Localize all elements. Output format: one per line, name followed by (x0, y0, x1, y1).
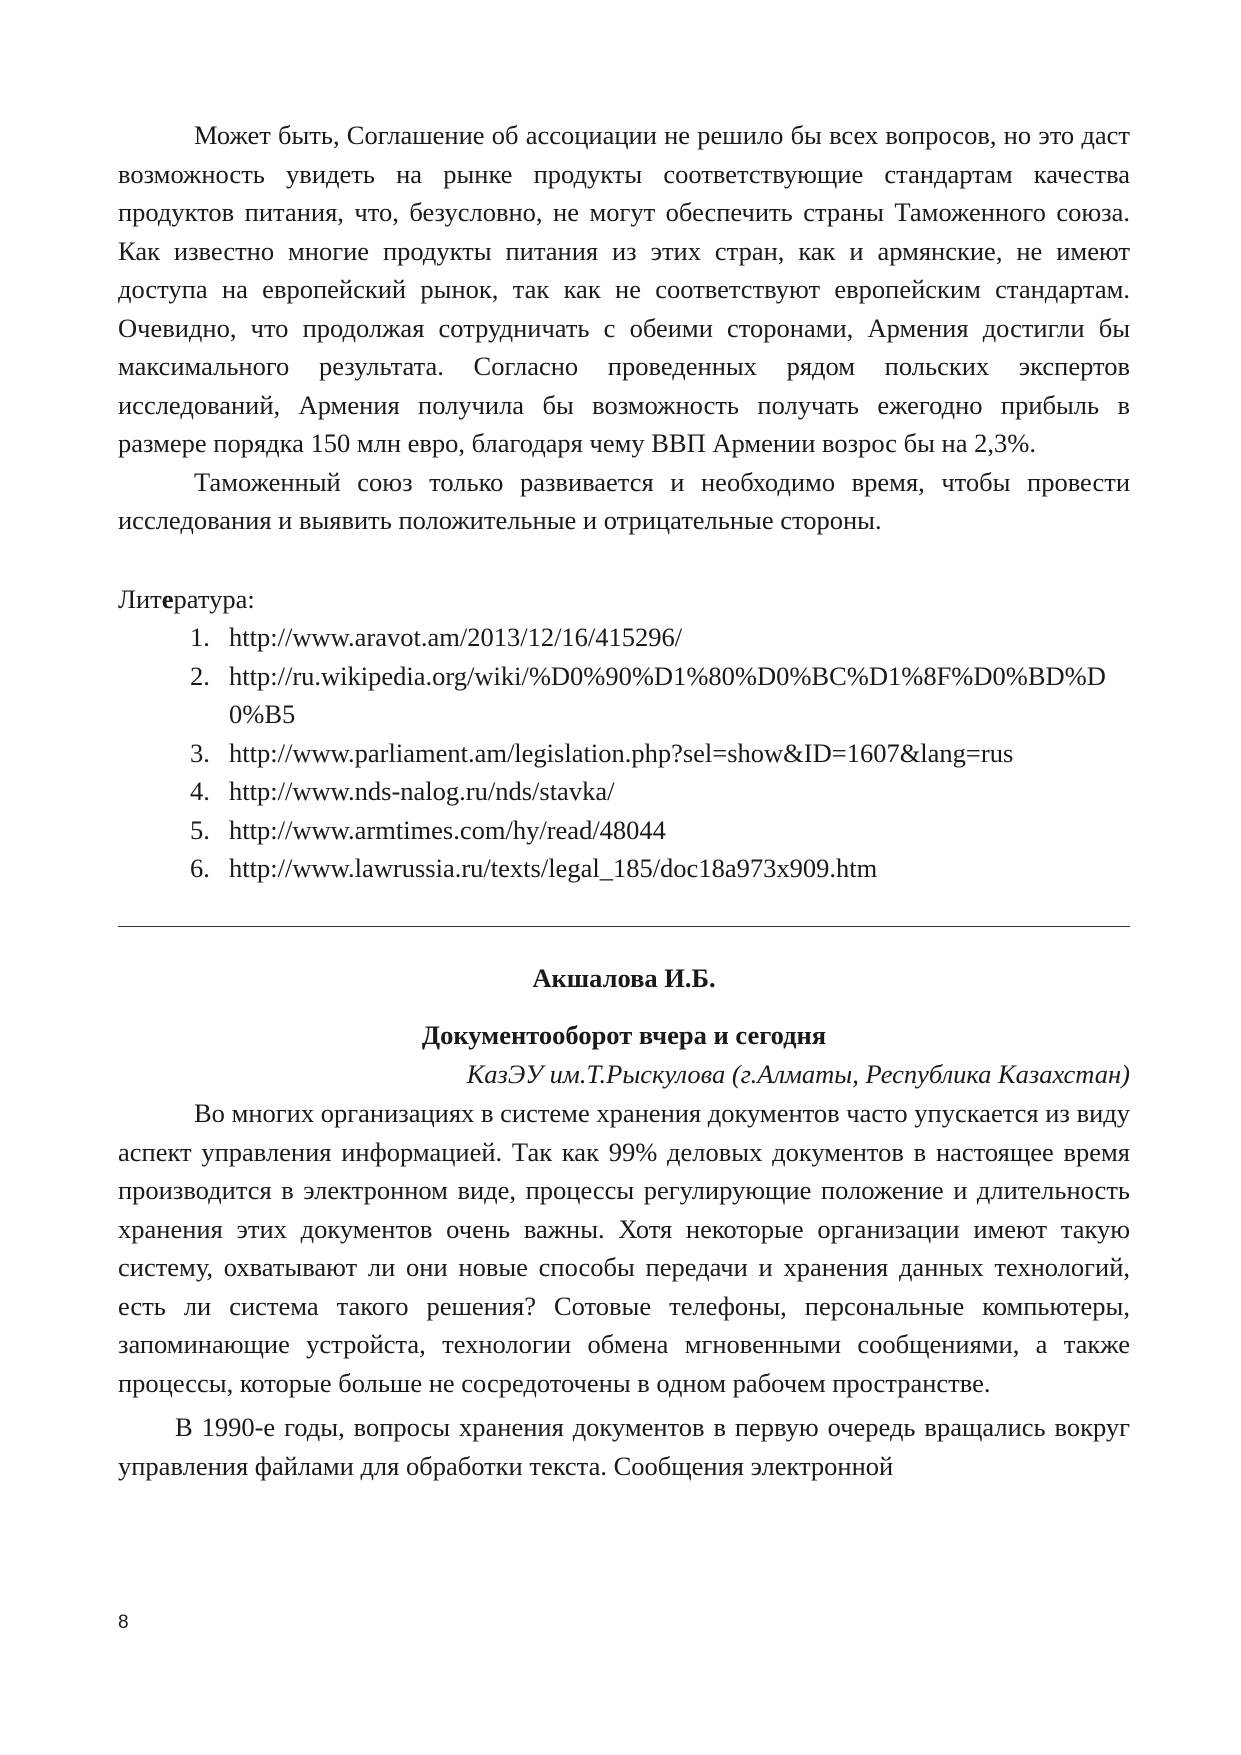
literature-heading-part: Лит (118, 583, 162, 614)
reference-number: 4. (190, 776, 210, 806)
body-paragraph: Может быть, Соглашение об ассоциации не решило бы всех вопросов, но это даст возможность увидеть на рынке продукты соответствующие стандартам качества продуктов питания, что, безусловно, не могут обеспечить страны Таможенного союза. Как известно многие продукты питания из этих стран, как и армянские, не имеют доступа на европейский рынок, так как не соответствуют европейским стандартам. Очевидно, что продолжая сотрудничать с обеими сторонами, Армения достигли бы максимального результата. Согласно проведенных рядом польских экспертов исследований, Армения получила бы возможность получать ежегодно прибыль в размере порядка 150 млн евро, благодаря чему ВВП Армении возрос бы на 2,3%. (118, 120, 1130, 458)
body-paragraph: В 1990-е годы, вопросы хранения документов в первую очередь вращались вокруг управления файлами для обработки текста. Сообщения электронной (118, 1412, 1130, 1481)
section-divider (118, 926, 1130, 927)
reference-item (190, 849, 1130, 888)
reference-list (118, 618, 1130, 888)
reference-item (190, 772, 1130, 811)
reference-link[interactable]: http://www.parliament.am/legislation.php?sel=show&ID=1607&lang=rus (229, 737, 1014, 768)
article-title: Документооборот вчера и сегодня (421, 1020, 827, 1050)
reference-item (190, 734, 1130, 773)
reference-number: 1. (190, 622, 210, 652)
body-paragraph: Таможенный союз только развивается и необходимо время, чтобы провести исследования и выявить положительные и отрицательные стороны. (118, 466, 1130, 535)
body-paragraph: Во многих организациях в системе хранения документов часто упускается из виду аспект управления информацией. Так как 99% деловых документов в настоящее время производится в электронном виде, процессы регулирующие положение и длительность хранения этих документов очень важны. Хотя некоторые организации имеют такую систему, охватывают ли они новые способы передачи и хранения данных технологий, есть ли система такого решения? Сотовые телефоны, персональные компьютеры, запоминающие устройста, технологии обмена мгновенными сообщениями, а также процессы, которые больше не сосредоточены в одном рабочем пространстве. (118, 1098, 1130, 1398)
reference-item (190, 811, 1130, 850)
reference-number: 5. (190, 814, 210, 845)
literature-heading (118, 580, 1130, 619)
article-affiliation: КазЭУ им.Т.Рыскулова (г.Алматы, Республика Казахстан) (466, 1058, 1130, 1089)
literature-heading-part: е (161, 583, 174, 614)
reference-number: 3. (190, 737, 210, 768)
reference-link[interactable]: http://www.armtimes.com/hy/read/48044 (229, 814, 666, 845)
literature-heading-part: ратура: (173, 583, 255, 614)
reference-link[interactable]: http://ru.wikipedia.org/wiki/%D0%90%D1%80%D0%BC%D1%8F%D0%BD%D0%B5 (229, 660, 1106, 729)
reference-link[interactable]: http://www.lawrussia.ru/texts/legal_185/doc18a973x909.htm (229, 853, 878, 883)
page-number: 8 (118, 1612, 129, 1633)
article-author: Акшалова И.Б. (532, 962, 716, 993)
reference-item (190, 657, 1130, 734)
reference-link[interactable]: http://www.nds-nalog.ru/nds/stavka/ (229, 776, 615, 806)
reference-item (190, 618, 1130, 657)
reference-link[interactable]: http://www.aravot.am/2013/12/16/415296/ (229, 622, 683, 652)
reference-number: 2. (190, 660, 210, 691)
reference-number: 6. (190, 853, 210, 883)
document-page (118, 116, 1130, 1485)
